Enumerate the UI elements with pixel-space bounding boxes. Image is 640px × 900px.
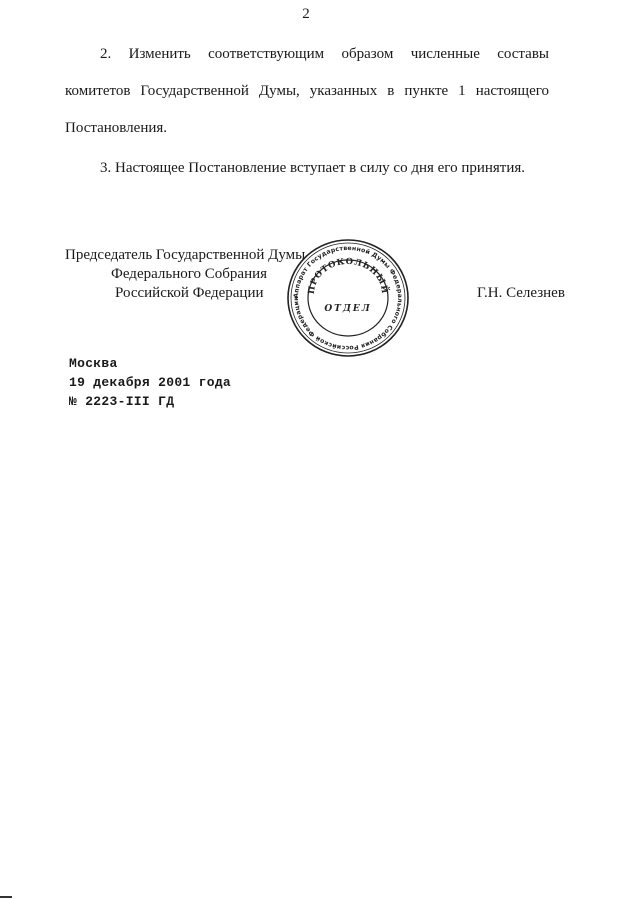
stamp-center-line-1: ПРОТОКОЛЬНЫЙ: [306, 256, 390, 295]
signature-title-line-1: Председатель Государственной Думы: [65, 247, 306, 263]
signature-title-line-2: Федерального Собрания: [111, 266, 268, 282]
paragraph-2: 2. Изменить соответствующим образом численные составы комитетов Государственной Думы, указанных в пункте 1 настоящего Постановления.: [65, 46, 549, 136]
stamp-ring-text: Аппарат Государственной Думы Федерального Собрания Российской Федерации: [292, 244, 404, 352]
paragraph-3: 3. Настоящее Постановление вступает в силу со дня его принятия.: [100, 160, 526, 176]
signature-title-line-3: Российской Федерации: [115, 285, 264, 301]
footer-number: № 2223-III ГД: [69, 394, 175, 409]
footer-date: 19 декабря 2001 года: [69, 375, 232, 390]
page-number: 2: [302, 6, 310, 22]
official-stamp: [284, 236, 412, 360]
document-footer: [69, 354, 231, 411]
footer-city: Москва: [69, 356, 118, 371]
signer-name: Г.Н. Селезнев: [477, 285, 565, 301]
signature-block: [65, 246, 305, 303]
page-edge-mark: [0, 896, 12, 898]
stamp-center-line-2: ОТДЕЛ: [324, 304, 372, 314]
